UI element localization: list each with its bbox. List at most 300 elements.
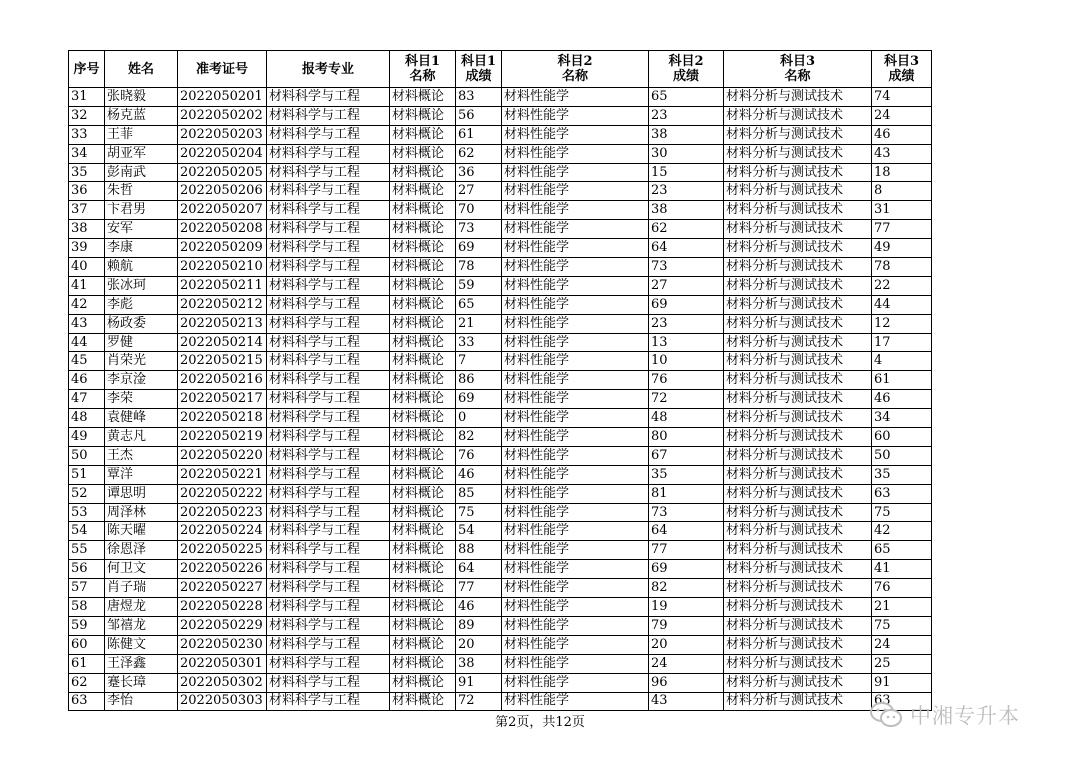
cell-subject3-name: 材料分析与测试技术 [724,314,872,333]
cell-subject1-score: 65 [456,295,502,314]
cell-subject3-score: 63 [872,484,932,503]
cell-subject1-name: 材料概论 [390,276,456,295]
cell-subject3-name: 材料分析与测试技术 [724,484,872,503]
cell-subject2-name: 材料性能学 [502,503,649,522]
cell-subject3-score: 61 [872,371,932,390]
cell-subject1-score: 69 [456,390,502,409]
cell-index: 36 [69,182,105,201]
cell-exam-id: 2022050204 [178,144,267,163]
cell-major: 材料科学与工程 [267,390,390,409]
cell-subject1-score: 56 [456,106,502,125]
cell-index: 33 [69,125,105,144]
cell-subject2-name: 材料性能学 [502,333,649,352]
cell-exam-id: 2022050205 [178,163,267,182]
table-row [69,333,932,352]
cell-subject2-score: 13 [649,333,724,352]
cell-subject3-name: 材料分析与测试技术 [724,106,872,125]
cell-subject3-score: 44 [872,295,932,314]
page-number: 第2页，共12页 [495,715,585,730]
cell-exam-id: 2022050229 [178,616,267,635]
cell-subject2-name: 材料性能学 [502,541,649,560]
cell-index: 60 [69,635,105,654]
cell-name: 覃洋 [105,465,178,484]
cell-subject2-name: 材料性能学 [502,239,649,258]
cell-subject2-score: 79 [649,616,724,635]
cell-exam-id: 2022050227 [178,579,267,598]
cell-subject3-score: 76 [872,579,932,598]
cell-major: 材料科学与工程 [267,598,390,617]
cell-subject1-name: 材料概论 [390,390,456,409]
cell-subject3-score: 50 [872,446,932,465]
cell-subject1-name: 材料概论 [390,258,456,277]
cell-subject2-name: 材料性能学 [502,352,649,371]
cell-subject2-name: 材料性能学 [502,616,649,635]
table-row [69,598,932,617]
cell-exam-id: 2022050213 [178,314,267,333]
cell-exam-id: 2022050217 [178,390,267,409]
cell-subject3-score: 91 [872,673,932,692]
cell-major: 材料科学与工程 [267,635,390,654]
cell-major: 材料科学与工程 [267,654,390,673]
cell-index: 35 [69,163,105,182]
cell-name: 肖子瑞 [105,579,178,598]
col-header-exam-id: 准考证号 [178,51,267,88]
cell-subject2-name: 材料性能学 [502,579,649,598]
table-row [69,522,932,541]
cell-index: 46 [69,371,105,390]
cell-subject3-name: 材料分析与测试技术 [724,258,872,277]
table-row [69,428,932,447]
cell-index: 44 [69,333,105,352]
cell-name: 陈天曜 [105,522,178,541]
cell-subject3-name: 材料分析与测试技术 [724,220,872,239]
cell-name: 何卫文 [105,560,178,579]
cell-exam-id: 2022050222 [178,484,267,503]
cell-name: 胡亚军 [105,144,178,163]
cell-subject2-score: 67 [649,446,724,465]
cell-subject1-score: 82 [456,428,502,447]
cell-subject3-name: 材料分析与测试技术 [724,201,872,220]
cell-name: 安军 [105,220,178,239]
cell-subject3-name: 材料分析与测试技术 [724,352,872,371]
cell-subject2-name: 材料性能学 [502,163,649,182]
cell-name: 徐恩泽 [105,541,178,560]
cell-major: 材料科学与工程 [267,503,390,522]
table-row [69,673,932,692]
cell-subject3-name: 材料分析与测试技术 [724,616,872,635]
cell-subject1-score: 7 [456,352,502,371]
cell-major: 材料科学与工程 [267,579,390,598]
cell-subject2-score: 24 [649,654,724,673]
cell-subject2-score: 10 [649,352,724,371]
cell-subject2-name: 材料性能学 [502,295,649,314]
cell-subject2-score: 80 [649,428,724,447]
cell-index: 32 [69,106,105,125]
cell-subject1-name: 材料概论 [390,635,456,654]
cell-exam-id: 2022050210 [178,258,267,277]
cell-index: 31 [69,88,105,107]
cell-subject1-score: 0 [456,409,502,428]
cell-subject1-score: 78 [456,258,502,277]
cell-subject1-name: 材料概论 [390,163,456,182]
cell-index: 51 [69,465,105,484]
cell-index: 50 [69,446,105,465]
cell-subject3-score: 42 [872,522,932,541]
cell-subject2-name: 材料性能学 [502,276,649,295]
cell-subject2-score: 64 [649,239,724,258]
cell-index: 42 [69,295,105,314]
cell-name: 肖荣光 [105,352,178,371]
cell-subject1-score: 64 [456,560,502,579]
table-row [69,106,932,125]
cell-subject1-name: 材料概论 [390,654,456,673]
table-row [69,144,932,163]
cell-subject1-score: 77 [456,579,502,598]
cell-subject3-score: 31 [872,201,932,220]
cell-subject3-score: 35 [872,465,932,484]
cell-major: 材料科学与工程 [267,616,390,635]
cell-name: 蹇长璋 [105,673,178,692]
cell-exam-id: 2022050215 [178,352,267,371]
cell-subject3-score: 41 [872,560,932,579]
table-row [69,616,932,635]
cell-subject3-name: 材料分析与测试技术 [724,333,872,352]
cell-subject1-name: 材料概论 [390,295,456,314]
cell-exam-id: 2022050228 [178,598,267,617]
cell-subject3-score: 60 [872,428,932,447]
table-header-row [69,51,932,88]
cell-major: 材料科学与工程 [267,276,390,295]
col-header-name: 姓名 [105,51,178,88]
cell-subject2-name: 材料性能学 [502,106,649,125]
cell-subject1-name: 材料概论 [390,673,456,692]
cell-subject2-name: 材料性能学 [502,484,649,503]
cell-name: 杨政委 [105,314,178,333]
cell-subject3-name: 材料分析与测试技术 [724,295,872,314]
cell-major: 材料科学与工程 [267,239,390,258]
cell-exam-id: 2022050202 [178,106,267,125]
cell-subject3-name: 材料分析与测试技术 [724,371,872,390]
cell-exam-id: 2022050230 [178,635,267,654]
cell-exam-id: 2022050211 [178,276,267,295]
cell-name: 李荣 [105,390,178,409]
cell-subject1-name: 材料概论 [390,220,456,239]
cell-subject3-score: 75 [872,616,932,635]
cell-exam-id: 2022050207 [178,201,267,220]
table-row [69,220,932,239]
cell-subject1-score: 89 [456,616,502,635]
cell-index: 63 [69,692,105,711]
cell-subject2-name: 材料性能学 [502,428,649,447]
cell-major: 材料科学与工程 [267,352,390,371]
cell-subject3-score: 22 [872,276,932,295]
cell-major: 材料科学与工程 [267,182,390,201]
cell-subject2-name: 材料性能学 [502,465,649,484]
cell-name: 周泽林 [105,503,178,522]
cell-subject3-score: 24 [872,106,932,125]
cell-index: 43 [69,314,105,333]
cell-subject3-name: 材料分析与测试技术 [724,503,872,522]
cell-subject1-score: 59 [456,276,502,295]
cell-exam-id: 2022050301 [178,654,267,673]
cell-subject3-score: 21 [872,598,932,617]
cell-exam-id: 2022050224 [178,522,267,541]
cell-name: 张晓毅 [105,88,178,107]
cell-subject2-score: 62 [649,220,724,239]
cell-subject2-name: 材料性能学 [502,409,649,428]
cell-index: 58 [69,598,105,617]
cell-index: 47 [69,390,105,409]
cell-subject2-name: 材料性能学 [502,182,649,201]
cell-subject2-score: 82 [649,579,724,598]
cell-index: 59 [69,616,105,635]
watermark [868,700,1020,730]
cell-subject2-name: 材料性能学 [502,635,649,654]
cell-name: 唐煜龙 [105,598,178,617]
cell-subject3-name: 材料分析与测试技术 [724,182,872,201]
cell-major: 材料科学与工程 [267,522,390,541]
cell-subject3-score: 34 [872,409,932,428]
table-row [69,276,932,295]
cell-subject1-name: 材料概论 [390,409,456,428]
cell-subject1-name: 材料概论 [390,692,456,711]
cell-name: 罗健 [105,333,178,352]
table-row [69,239,932,258]
cell-subject1-score: 61 [456,125,502,144]
cell-subject2-name: 材料性能学 [502,598,649,617]
cell-exam-id: 2022050203 [178,125,267,144]
cell-subject2-name: 材料性能学 [502,88,649,107]
cell-major: 材料科学与工程 [267,201,390,220]
cell-major: 材料科学与工程 [267,125,390,144]
cell-subject1-name: 材料概论 [390,579,456,598]
col-header-subject3-name: 科目3 名称 [724,51,872,88]
cell-subject1-name: 材料概论 [390,314,456,333]
cell-subject2-score: 96 [649,673,724,692]
cell-subject2-name: 材料性能学 [502,446,649,465]
cell-subject1-name: 材料概论 [390,428,456,447]
cell-subject3-score: 78 [872,258,932,277]
cell-subject2-name: 材料性能学 [502,220,649,239]
cell-index: 52 [69,484,105,503]
cell-major: 材料科学与工程 [267,428,390,447]
cell-subject1-score: 38 [456,654,502,673]
cell-major: 材料科学与工程 [267,673,390,692]
cell-subject3-name: 材料分析与测试技术 [724,446,872,465]
cell-subject2-score: 73 [649,258,724,277]
cell-subject1-score: 76 [456,446,502,465]
cell-index: 37 [69,201,105,220]
cell-subject3-name: 材料分析与测试技术 [724,541,872,560]
cell-subject2-name: 材料性能学 [502,692,649,711]
cell-name: 黄志凡 [105,428,178,447]
cell-major: 材料科学与工程 [267,692,390,711]
table-row [69,484,932,503]
cell-major: 材料科学与工程 [267,295,390,314]
cell-major: 材料科学与工程 [267,106,390,125]
cell-name: 李康 [105,239,178,258]
cell-name: 陈健文 [105,635,178,654]
cell-subject3-name: 材料分析与测试技术 [724,409,872,428]
cell-subject1-name: 材料概论 [390,446,456,465]
cell-subject2-name: 材料性能学 [502,314,649,333]
cell-subject1-score: 88 [456,541,502,560]
table-row [69,541,932,560]
cell-subject2-name: 材料性能学 [502,144,649,163]
cell-subject3-score: 8 [872,182,932,201]
cell-exam-id: 2022050225 [178,541,267,560]
cell-subject3-score: 4 [872,352,932,371]
cell-subject1-name: 材料概论 [390,88,456,107]
cell-subject2-name: 材料性能学 [502,390,649,409]
cell-subject3-name: 材料分析与测试技术 [724,598,872,617]
cell-major: 材料科学与工程 [267,88,390,107]
cell-subject3-score: 49 [872,239,932,258]
cell-name: 赖航 [105,258,178,277]
cell-subject1-score: 46 [456,598,502,617]
cell-name: 王泽鑫 [105,654,178,673]
cell-subject3-name: 材料分析与测试技术 [724,560,872,579]
cell-subject3-score: 25 [872,654,932,673]
table-row [69,579,932,598]
cell-subject3-name: 材料分析与测试技术 [724,163,872,182]
cell-subject2-name: 材料性能学 [502,560,649,579]
cell-subject3-score: 24 [872,635,932,654]
cell-major: 材料科学与工程 [267,409,390,428]
col-header-subject1-score: 科目1 成绩 [456,51,502,88]
cell-name: 王杰 [105,446,178,465]
cell-subject1-name: 材料概论 [390,598,456,617]
cell-subject2-score: 19 [649,598,724,617]
cell-name: 卞君男 [105,201,178,220]
cell-name: 谭思明 [105,484,178,503]
col-header-subject2-score: 科目2 成绩 [649,51,724,88]
table-row [69,635,932,654]
watermark-text: 中湘专升本 [910,704,1020,728]
cell-index: 45 [69,352,105,371]
cell-subject3-name: 材料分析与测试技术 [724,522,872,541]
cell-subject2-score: 76 [649,371,724,390]
cell-major: 材料科学与工程 [267,446,390,465]
cell-subject3-score: 74 [872,88,932,107]
score-table [68,50,932,711]
cell-subject3-score: 63 [872,692,932,711]
cell-index: 48 [69,409,105,428]
cell-subject3-name: 材料分析与测试技术 [724,579,872,598]
table-row [69,182,932,201]
cell-name: 袁健峰 [105,409,178,428]
cell-subject1-score: 91 [456,673,502,692]
cell-subject2-score: 38 [649,201,724,220]
cell-subject1-score: 70 [456,201,502,220]
cell-major: 材料科学与工程 [267,333,390,352]
cell-exam-id: 2022050206 [178,182,267,201]
cell-subject1-name: 材料概论 [390,616,456,635]
cell-major: 材料科学与工程 [267,560,390,579]
cell-subject1-name: 材料概论 [390,239,456,258]
cell-subject3-score: 75 [872,503,932,522]
cell-subject3-name: 材料分析与测试技术 [724,390,872,409]
col-header-major: 报考专业 [267,51,390,88]
cell-subject1-name: 材料概论 [390,465,456,484]
cell-index: 49 [69,428,105,447]
cell-subject2-score: 30 [649,144,724,163]
cell-subject1-name: 材料概论 [390,371,456,390]
cell-subject1-score: 62 [456,144,502,163]
cell-subject2-score: 69 [649,295,724,314]
cell-major: 材料科学与工程 [267,541,390,560]
cell-index: 38 [69,220,105,239]
cell-subject2-score: 73 [649,503,724,522]
table-row [69,446,932,465]
cell-exam-id: 2022050209 [178,239,267,258]
cell-subject1-name: 材料概论 [390,182,456,201]
table-row [69,295,932,314]
cell-subject1-name: 材料概论 [390,333,456,352]
cell-subject2-name: 材料性能学 [502,654,649,673]
table-row [69,258,932,277]
cell-name: 彭南武 [105,163,178,182]
cell-index: 62 [69,673,105,692]
cell-subject3-name: 材料分析与测试技术 [724,465,872,484]
cell-name: 王菲 [105,125,178,144]
cell-subject3-name: 材料分析与测试技术 [724,654,872,673]
cell-subject1-name: 材料概论 [390,484,456,503]
cell-subject1-score: 75 [456,503,502,522]
cell-subject3-name: 材料分析与测试技术 [724,635,872,654]
cell-major: 材料科学与工程 [267,220,390,239]
cell-index: 53 [69,503,105,522]
cell-subject1-score: 46 [456,465,502,484]
table-row [69,692,932,711]
cell-name: 李京淦 [105,371,178,390]
table-row [69,560,932,579]
cell-exam-id: 2022050219 [178,428,267,447]
cell-major: 材料科学与工程 [267,163,390,182]
cell-subject1-name: 材料概论 [390,106,456,125]
cell-subject1-score: 36 [456,163,502,182]
cell-subject1-score: 27 [456,182,502,201]
table-row [69,503,932,522]
cell-subject1-score: 33 [456,333,502,352]
cell-subject1-score: 69 [456,239,502,258]
col-header-index: 序号 [69,51,105,88]
cell-subject2-score: 20 [649,635,724,654]
cell-subject1-score: 54 [456,522,502,541]
table-body [69,88,932,711]
cell-index: 54 [69,522,105,541]
table-row [69,390,932,409]
cell-subject3-score: 17 [872,333,932,352]
cell-index: 61 [69,654,105,673]
table-row [69,371,932,390]
cell-subject2-score: 65 [649,88,724,107]
cell-exam-id: 2022050216 [178,371,267,390]
cell-name: 邹禧龙 [105,616,178,635]
cell-subject3-name: 材料分析与测试技术 [724,125,872,144]
col-header-subject3-score: 科目3 成绩 [872,51,932,88]
cell-exam-id: 2022050223 [178,503,267,522]
cell-subject3-name: 材料分析与测试技术 [724,692,872,711]
col-header-subject1-name: 科目1 名称 [390,51,456,88]
cell-subject2-score: 77 [649,541,724,560]
cell-exam-id: 2022050302 [178,673,267,692]
cell-subject2-score: 38 [649,125,724,144]
cell-subject2-name: 材料性能学 [502,258,649,277]
cell-subject2-name: 材料性能学 [502,522,649,541]
col-header-subject2-name: 科目2 名称 [502,51,649,88]
cell-subject1-score: 83 [456,88,502,107]
